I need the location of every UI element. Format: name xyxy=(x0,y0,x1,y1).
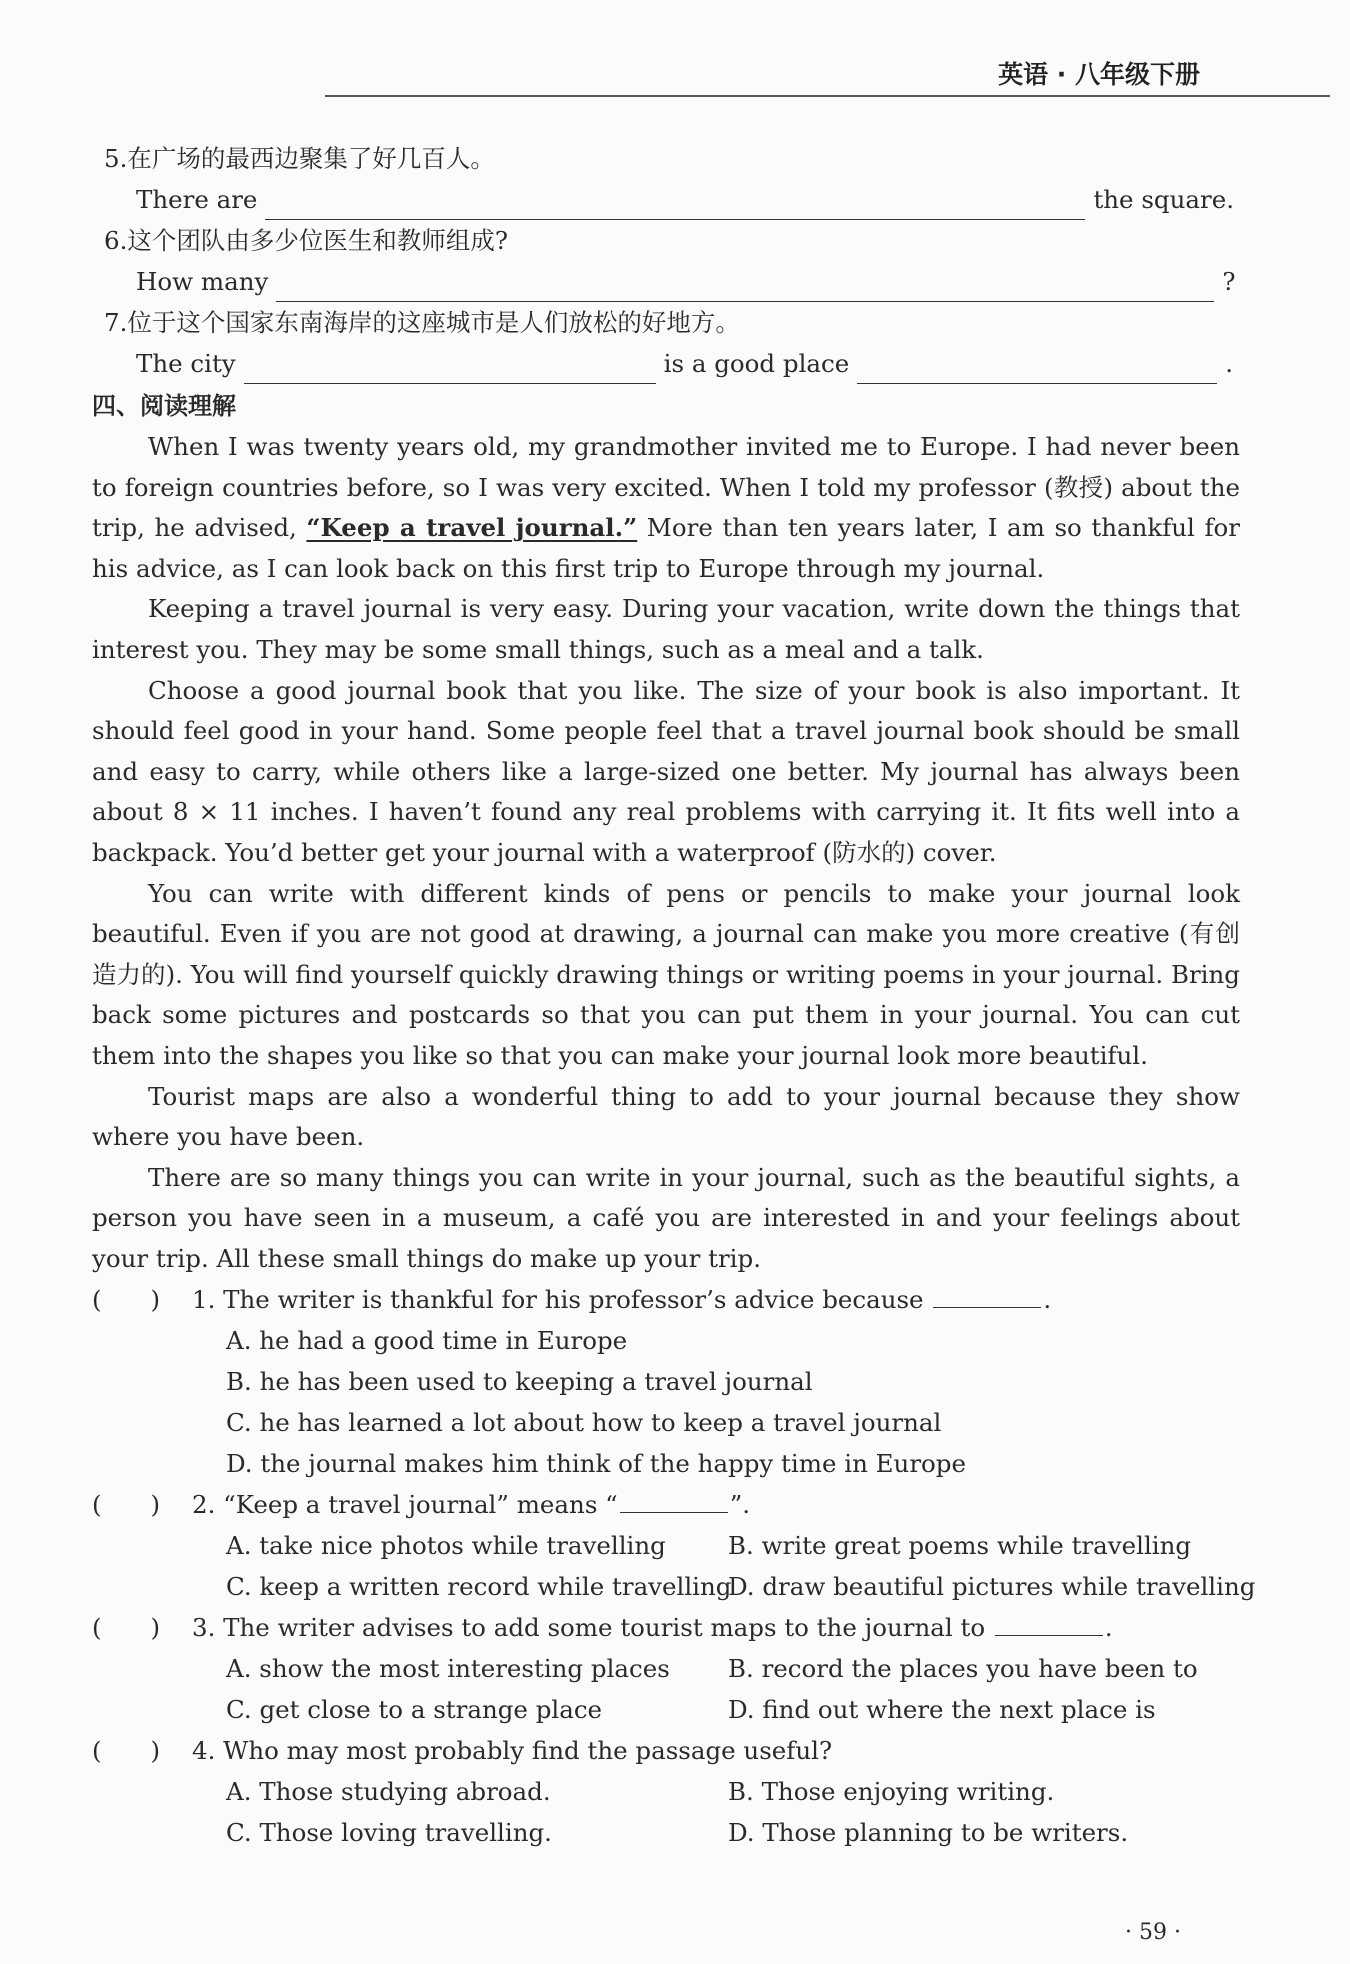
option-a[interactable]: A. Those studying abroad. xyxy=(226,1777,551,1807)
question-4 xyxy=(92,1730,1240,1853)
item-number: 7. xyxy=(104,308,128,337)
question-stem: 2. “Keep a travel journal” means “ xyxy=(192,1490,618,1520)
answer-suffix: . xyxy=(1225,349,1234,378)
chinese-sentence: 这个团队由多少位医生和教师组成? xyxy=(127,226,509,255)
translation-item-5 xyxy=(92,138,1240,220)
passage-paragraph-6: There are so many things you can write in your journal, such as the beautiful sights, a person you have seen in a museum, a café you are interested in and your feelings about your trip. All these small things do make up your trip. xyxy=(92,1162,1240,1273)
option-d[interactable]: D. the journal makes him think of the happy time in Europe xyxy=(226,1449,966,1479)
answer-suffix: the square. xyxy=(1093,185,1234,214)
option-a[interactable]: A. show the most interesting places xyxy=(226,1654,670,1684)
option-c[interactable]: C. he has learned a lot about how to keep a travel journal xyxy=(226,1408,942,1438)
option-b[interactable]: B. record the places you have been to xyxy=(728,1654,1198,1684)
passage-paragraph-3: Choose a good journal book that you like. The size of your book is also important. It should feel good in your hand. Some people feel that a travel journal book should be small and easy to carry, while others like a large-sized one better. My journal has always been about 8 × 11 inches. I haven’t found any real problems with carrying it. It fits well into a backpack. You’d better get your journal with a waterproof (防水的) cover. xyxy=(92,675,1240,867)
option-b[interactable]: B. write great poems while travelling xyxy=(728,1531,1192,1561)
answer-blank[interactable] xyxy=(265,191,1085,220)
question-stem: 4. Who may most probably find the passage useful? xyxy=(192,1736,833,1766)
option-c[interactable]: C. Those loving travelling. xyxy=(226,1818,552,1848)
answer-blank[interactable] xyxy=(276,273,1214,302)
question-2: ( ) 2. “Keep a travel journal” means “ ”. A. take nice photos while travelling B. write great poems while travelling C. keep a written record while travelling D. draw beautiful pictures while travelling xyxy=(92,1484,1240,1607)
page-header xyxy=(0,0,1350,100)
option-b[interactable]: B. he has been used to keeping a travel journal xyxy=(226,1367,813,1397)
passage-paragraph-5: Tourist maps are also a wonderful thing to add to your journal because they show where you have been. xyxy=(92,1081,1240,1152)
stem-blank xyxy=(620,1486,728,1513)
option-b[interactable]: B. Those enjoying writing. xyxy=(728,1777,1055,1807)
chinese-sentence: 位于这个国家东南海岸的这座城市是人们放松的好地方。 xyxy=(127,308,740,337)
answer-parentheses[interactable]: ( ) xyxy=(92,1736,161,1766)
passage-paragraph-1: When I was twenty years old, my grandmother invited me to Europe. I had never been to foreign countries before, so I was very excited. When I told my professor (教授) about the trip, he advised, “Keep a travel journal.” More than ten years later, I am so thankful for his advice, as I can look back on this first trip to Europe through my journal. xyxy=(92,432,1241,583)
answer-blank-1[interactable] xyxy=(244,355,656,384)
question-3: ( ) 3. The writer advises to add some tourist maps to the journal to . A. show the most interesting places B. record the places you have been to C. get close to a strange place D. find out where the next place is xyxy=(92,1607,1240,1730)
page-number: · 59 · xyxy=(1125,1920,1181,1945)
option-d[interactable]: D. Those planning to be writers. xyxy=(728,1818,1129,1848)
question-stem: 1. The writer is thankful for his professor’s advice because xyxy=(192,1285,924,1315)
question-stem: 3. The writer advises to add some tourist maps to the journal to xyxy=(192,1613,986,1643)
section-title: 四、阅读理解 xyxy=(92,392,236,420)
chinese-sentence: 在广场的最西边聚集了好几百人。 xyxy=(127,144,495,173)
answer-blank-2[interactable] xyxy=(857,355,1217,384)
stem-blank xyxy=(933,1281,1041,1308)
highlighted-quote: “Keep a travel journal.” xyxy=(306,513,638,543)
item-number: 6. xyxy=(104,226,128,255)
stem-blank xyxy=(995,1609,1103,1636)
option-c[interactable]: C. get close to a strange place xyxy=(226,1695,603,1725)
translation-item-6 xyxy=(92,220,1240,302)
passage-paragraph-2: Keeping a travel journal is very easy. During your vacation, write down the things that interest you. They may be some small things, such as a meal and a talk. xyxy=(92,594,1240,664)
passage-paragraph-4: You can write with different kinds of pens or pencils to make your journal look beautiful. Even if you are not good at drawing, a journal can make you more creative (有创造力的). You will find yourself quickly drawing things or writing poems in your journal. Bring back some pictures and postcards so that you can put them in your journal. You can cut them into the shapes you like so that you can make your journal look more beautiful. xyxy=(92,878,1240,1070)
question-1: ( ) 1. The writer is thankful for his professor’s advice because . A. he had a good time in Europe B. he has been used to keeping a travel journal C. he has learned a lot about how to keep a travel journal D. the journal makes him think of the happy time in Europe xyxy=(92,1279,1240,1484)
option-a[interactable]: A. take nice photos while travelling xyxy=(226,1531,666,1561)
header-divider xyxy=(325,95,1330,97)
translation-item-7 xyxy=(92,302,1240,384)
answer-prefix: The city xyxy=(136,349,236,378)
answer-parentheses[interactable]: ( ) xyxy=(92,1285,161,1315)
answer-suffix: ? xyxy=(1222,267,1236,296)
option-a[interactable]: A. he had a good time in Europe xyxy=(226,1326,628,1356)
item-number: 5. xyxy=(104,144,128,173)
option-d[interactable]: D. find out where the next place is xyxy=(728,1695,1156,1725)
answer-parentheses[interactable]: ( ) xyxy=(92,1613,161,1643)
answer-prefix: There are xyxy=(136,185,258,214)
answer-middle: is a good place xyxy=(663,349,850,378)
answer-parentheses[interactable]: ( ) xyxy=(92,1490,161,1520)
page-content xyxy=(92,138,1256,1853)
option-d[interactable]: D. draw beautiful pictures while travelling xyxy=(728,1572,1256,1602)
answer-prefix: How many xyxy=(136,267,269,296)
book-title: 英语 · 八年级下册 xyxy=(998,60,1200,89)
option-c[interactable]: C. keep a written record while travelling xyxy=(226,1572,732,1602)
